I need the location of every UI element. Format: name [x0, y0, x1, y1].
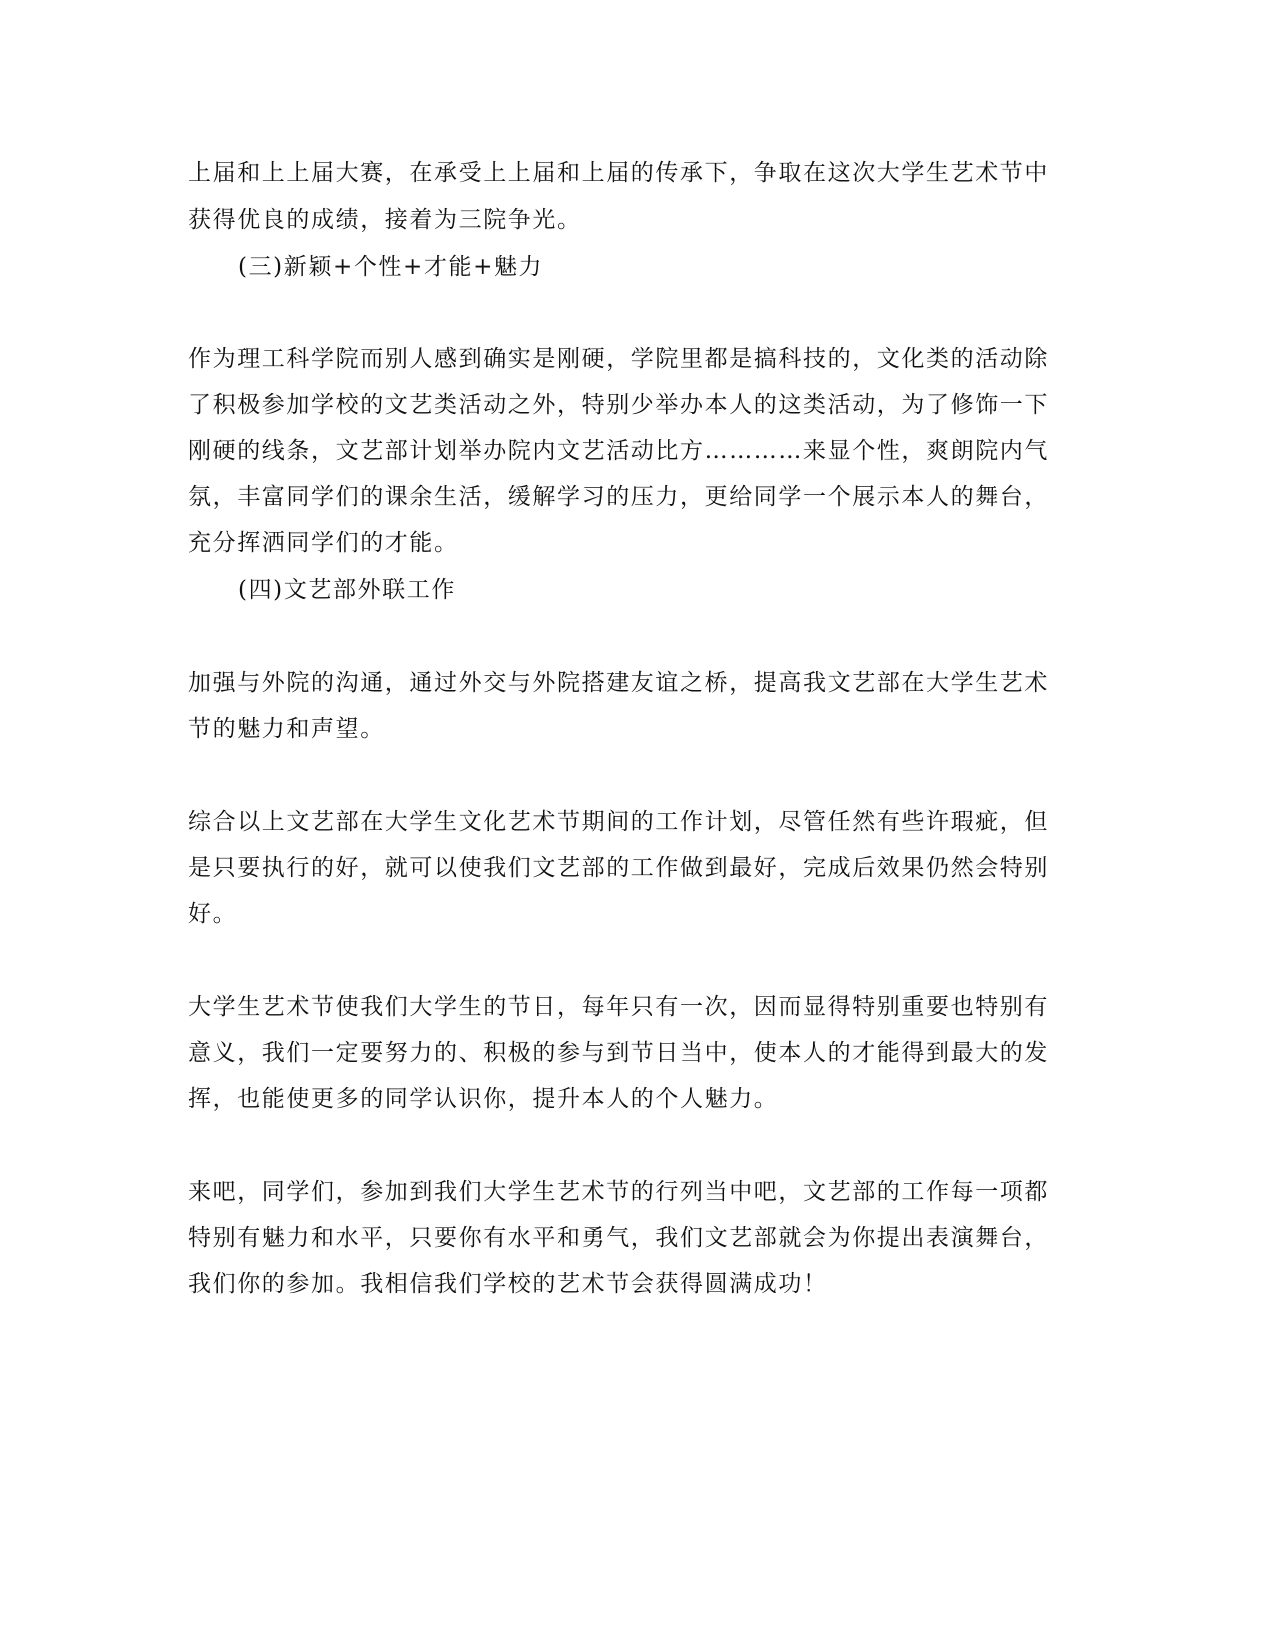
paragraph-line: 刚硬的线条，文艺部计划举办院内文艺活动比方…………来显个性，爽朗院内气	[188, 438, 1049, 464]
section-heading: (四)文艺部外联工作	[238, 577, 456, 603]
paragraph-line: 好。	[188, 901, 238, 927]
paragraph-line: 了积极参加学校的文艺类活动之外，特别少举办本人的这类活动，为了修饰一下	[188, 392, 1049, 418]
paragraph-line: 挥，也能使更多的同学认识你，提升本人的个人魅力。	[188, 1086, 779, 1112]
section-heading: (三)新颖+个性+才能+魅力	[238, 254, 544, 280]
paragraph-line: 充分挥洒同学们的才能。	[188, 530, 459, 556]
paragraph-line: 特别有魅力和水平，只要你有水平和勇气，我们文艺部就会为你提出表演舞台，	[188, 1225, 1049, 1251]
paragraph-line: 是只要执行的好，就可以使我们文艺部的工作做到最好，完成后效果仍然会特别	[188, 855, 1049, 881]
paragraph-line: 加强与外院的沟通，通过外交与外院搭建友谊之桥，提高我文艺部在大学生艺术	[188, 670, 1049, 696]
paragraph-line: 上届和上上届大赛，在承受上上届和上届的传承下，争取在这次大学生艺术节中	[188, 160, 1049, 186]
paragraph-line: 我们你的参加。我相信我们学校的艺术节会获得圆满成功！	[188, 1271, 828, 1297]
paragraph-line: 来吧，同学们，参加到我们大学生艺术节的行列当中吧，文艺部的工作每一项都	[188, 1179, 1049, 1205]
paragraph-line: 获得优良的成绩，接着为三院争光。	[188, 207, 582, 233]
paragraph-line: 作为理工科学院而别人感到确实是刚硬，学院里都是搞科技的，文化类的活动除	[188, 346, 1049, 372]
paragraph-line: 节的魅力和声望。	[188, 716, 385, 742]
paragraph-line: 意义，我们一定要努力的、积极的参与到节日当中，使本人的才能得到最大的发	[188, 1040, 1049, 1066]
paragraph-line: 大学生艺术节使我们大学生的节日，每年只有一次，因而显得特别重要也特别有	[188, 994, 1049, 1020]
paragraph-line: 氛，丰富同学们的课余生活，缓解学习的压力，更给同学一个展示本人的舞台，	[188, 484, 1049, 510]
paragraph-line: 综合以上文艺部在大学生文化艺术节期间的工作计划，尽管任然有些许瑕疵，但	[188, 809, 1049, 835]
